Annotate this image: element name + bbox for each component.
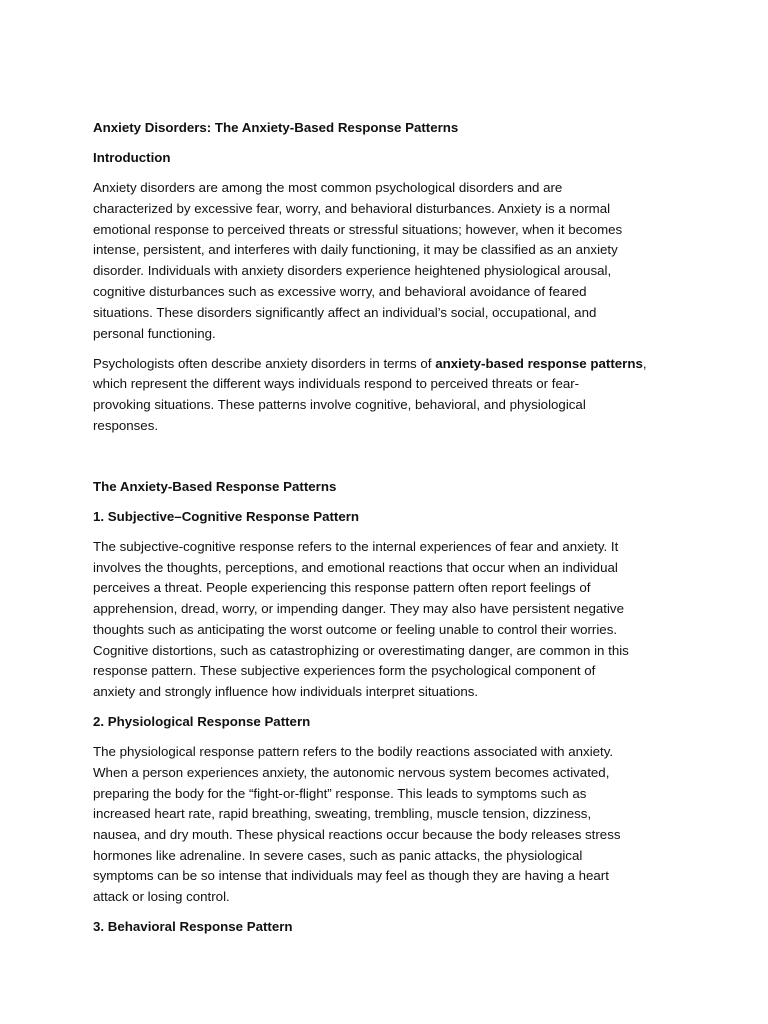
paragraph-line: situations. These disorders significantly affect an individual’s social, occupational, and <box>93 305 597 320</box>
paragraph-line: thoughts such as anticipating the worst outcome or feeling unable to control their worries. <box>93 622 618 637</box>
paragraph-line: cognitive disturbances such as excessive worry, and behavioral avoidance of feared <box>93 284 587 299</box>
paragraph-line: Anxiety disorders are among the most common psychological disorders and are <box>93 180 563 195</box>
paragraph-line: involves the thoughts, perceptions, and emotional reactions that occur when an individual <box>93 560 618 575</box>
paragraph-line: provoking situations. These patterns involve cognitive, behavioral, and physiological <box>93 397 586 412</box>
paragraph-line: When a person experiences anxiety, the autonomic nervous system becomes activated, <box>93 765 610 780</box>
paragraph-line: personal functioning. <box>93 326 216 341</box>
document-title: Anxiety Disorders: The Anxiety-Based Response Patterns <box>93 120 459 135</box>
paragraph-line: emotional response to perceived threats or stressful situations; however, when it becomes <box>93 222 623 237</box>
paragraph-line: intense, persistent, and interferes with daily functioning, it may be classified as an anxiety <box>93 242 618 257</box>
paragraph-line: increased heart rate, rapid breathing, sweating, trembling, muscle tension, dizziness, <box>93 806 592 821</box>
paragraph-line: The physiological response pattern refers to the bodily reactions associated with anxiety. <box>93 744 614 759</box>
section2-heading: 2. Physiological Response Pattern <box>93 714 311 729</box>
section-heading: The Anxiety-Based Response Patterns <box>93 479 337 494</box>
paragraph-text: , <box>642 356 647 371</box>
paragraph-line: responses. <box>93 418 159 433</box>
intro-heading: Introduction <box>93 150 171 165</box>
paragraph-line: Cognitive distortions, such as catastrophizing or overestimating danger, are common in this <box>93 643 629 658</box>
paragraph-line: characterized by excessive fear, worry, and behavioral disturbances. Anxiety is a normal <box>93 201 611 216</box>
section3-heading: 3. Behavioral Response Pattern <box>93 919 293 934</box>
paragraph-line: disorder. Individuals with anxiety disorders experience heightened physiological arousal, <box>93 263 612 278</box>
paragraph-text: Psychologists often describe anxiety disorders in terms of <box>93 356 436 371</box>
paragraph-line: attack or losing control. <box>93 889 230 904</box>
paragraph-line: The subjective-cognitive response refers to the internal experiences of fear and anxiety. It <box>93 539 619 554</box>
paragraph-line: nausea, and dry mouth. These physical reactions occur because the body releases stress <box>93 827 621 842</box>
key-term: anxiety-based response patterns <box>435 356 643 371</box>
paragraph-line: response pattern. These subjective experiences form the psychological component of <box>93 663 596 678</box>
paragraph-line: apprehension, dread, worry, or impending danger. They may also have persistent negative <box>93 601 624 616</box>
paragraph-line: which represent the different ways individuals respond to perceived threats or fear- <box>93 376 580 391</box>
paragraph-line: preparing the body for the “fight-or-flight” response. This leads to symptoms such as <box>93 786 587 801</box>
paragraph-line: perceives a threat. People experiencing this response pattern often report feelings of <box>93 580 591 595</box>
paragraph-line: hormones like adrenaline. In severe cases, such as panic attacks, the physiological <box>93 848 583 863</box>
paragraph-line <box>93 356 647 372</box>
section1-heading: 1. Subjective–Cognitive Response Pattern <box>93 509 360 524</box>
document-page <box>93 0 675 1024</box>
paragraph-line: symptoms can be so intense that individuals may feel as though they are having a heart <box>93 868 609 883</box>
paragraph-line: anxiety and strongly influence how individuals interpret situations. <box>93 684 479 699</box>
